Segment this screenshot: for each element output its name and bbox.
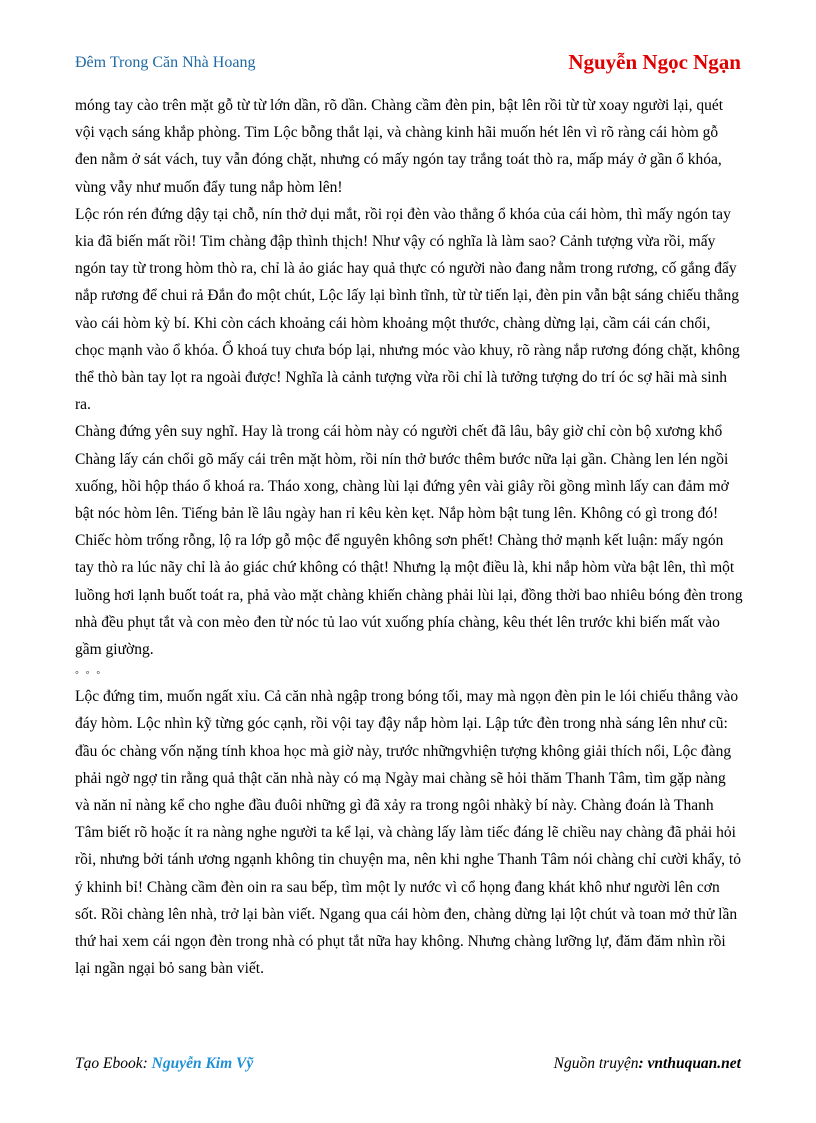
source-separator: : xyxy=(638,1055,648,1072)
section-separator: ◦ ◦ ◦ xyxy=(75,667,103,680)
credit-name: Nguyễn Kim Vỹ xyxy=(151,1055,254,1072)
book-title: Đêm Trong Căn Nhà Hoang xyxy=(75,54,256,71)
source-label: Nguồn truyện xyxy=(553,1055,639,1072)
paragraph: móng tay cào trên mặt gỗ từ từ lớn dần, rõ dần. Chàng cầm đèn pin, bật lên rồi từ từ xoay người lại, quét vội vạch sáng khắp phòng. Tim Lộc bỗng thắt lại, và chàng kinh hãi muốn hét lên vì rõ ràng cái hòm gỗ đen nằm ở sát vách, tuy vẫn đóng chặt, nhưng có mấy ngón tay trắng toát thò ra, mấp máy ở gần ổ khóa, vùng vẫy như muốn đẩy tung nắp hòm lên! xyxy=(75,97,724,196)
paragraph: Lộc rón rén đứng dậy tại chỗ, nín thở dụi mắt, rồi rọi đèn vào thẳng ổ khóa của cái hòm, thì mấy ngón tay kia đã biến mất rồi! Tim chàng đập thình thịch! Như vậy có nghĩa là làm sao? Cảnh tượng vừa rồi, mấy ngón tay từ trong hòm thò ra, chỉ là ảo giác hay quả thực có người nào đang nằm trong rương, cố gắng đẩy nắp rương để chui rả Đắn đo một chút, Lộc lấy lại bình tĩnh, từ từ tiến lại, đèn pin vẫn bật sáng chiếu thẳng vào cái hòm kỳ bí. Khi còn cách khoảng cái hòm khoảng một thước, chàng dừng lại, cầm cái cán chổi, chọc mạnh vào ổ khóa. Ổ khoá tuy chưa bóp lại, nhưng móc vào khuy, rõ ràng nắp rương đóng chặt, không thể thò bàn tay lọt ra ngoài được! Nghĩa là cảnh tượng vừa rồi chỉ là tưởng tượng do trí óc sợ hãi mà sinh ra. xyxy=(75,205,740,414)
credit-label: Tạo Ebook xyxy=(75,1055,143,1072)
paragraph: Lộc đứng tim, muốn ngất xỉu. Cả căn nhà ngập trong bóng tối, may mà ngọn đèn pin le lói chiếu thẳng vào đáy hòm. Lộc nhìn kỹ từng góc cạnh, rồi vội tay đậy nắp hòm lại. Lập tức đèn trong nhà sáng lên như cũ: đầu óc chàng vốn nặng tính khoa học mà giờ này, trước nhữngvhiện tượng không giải thích nổi, Lộc đàng phải ngờ ngợ tin rằng quả thật căn nhà này có mạ Ngày mai chàng sẽ hỏi thăm Thanh Tâm, tìm gặp nàng và năn nỉ nàng kể cho nghe đầu đuôi những gì đã xảy ra trong ngôi nhàkỳ bí này. Chàng đoán là Thanh Tâm biết rõ hoặc ít ra nàng nghe người ta kể lại, và chàng lấy làm tiếc đáng lẽ chiều nay chàng đã phải hỏi rồi, nhưng bởi tánh ương ngạnh không tin chuyện ma, nên khi nghe Thanh Tâm nói chàng chỉ cười khẩy, tỏ ý khinh bỉ! Chàng cầm đèn oin ra sau bếp, tìm một ly nước vì cổ họng đang khát khô như người lên cơn sốt. Rồi chàng lên nhà, trở lại bàn viết. Ngang qua cái hòm đen, chàng dừng lại lột chút và toan mở thử lần thứ hai xem cái ngọn đèn trong nhà có phụt tắt nữa hay không. Nhưng chàng lưỡng lự, đăm đăm nhìn rồi lại ngần ngại bỏ sang bàn viết. xyxy=(75,688,741,978)
paragraph: Chàng đứng yên suy nghĩ. Hay là trong cái hòm này có người chết đã lâu, bây giờ chỉ còn bộ xương khổ Chàng lấy cán chổi gõ mấy cái trên mặt hòm, rồi nín thở bước thêm bước nữa lại gần. Chàng len lén ngồi xuống, hồi hộp tháo ổ khoá ra. Tháo xong, chàng lùi lại đứng yên vài giây rồi gồng mình lấy can đảm mở bật nóc hòm lên. Tiếng bản lề lâu ngày han rỉ kêu kèn kẹt. Nắp hòm bật tung lên. Không có gì trong đó! Chiếc hòm trống rỗng, lộ ra lớp gỗ mộc để nguyên không sơn phết! Chàng thở mạnh kết luận: mấy ngón tay thò ra lúc nãy chỉ là ảo giác chứ không có thật! Nhưng lạ một điều là, khi nắp hòm vừa bật lên, thì một luồng hơi lạnh buốt toát ra, phả vào mặt chàng khiến chàng phải lùi lại, đồng thời bao nhiêu bóng đèn trong nhà đều phụt tắt và con mèo đen từ nóc tủ lao vút xuống phía chàng, kêu thét lên trước khi biến mất vào gầm giường. xyxy=(75,423,743,659)
credit-separator: : xyxy=(142,1055,152,1072)
source-credit xyxy=(554,1055,741,1073)
page-footer xyxy=(75,1055,741,1077)
page-header xyxy=(75,50,741,78)
ebook-credit xyxy=(75,1055,253,1073)
body-text xyxy=(75,92,743,983)
source-name: vnthuquan.net xyxy=(647,1055,741,1072)
author-name: Nguyễn Ngọc Ngạn xyxy=(568,50,741,74)
